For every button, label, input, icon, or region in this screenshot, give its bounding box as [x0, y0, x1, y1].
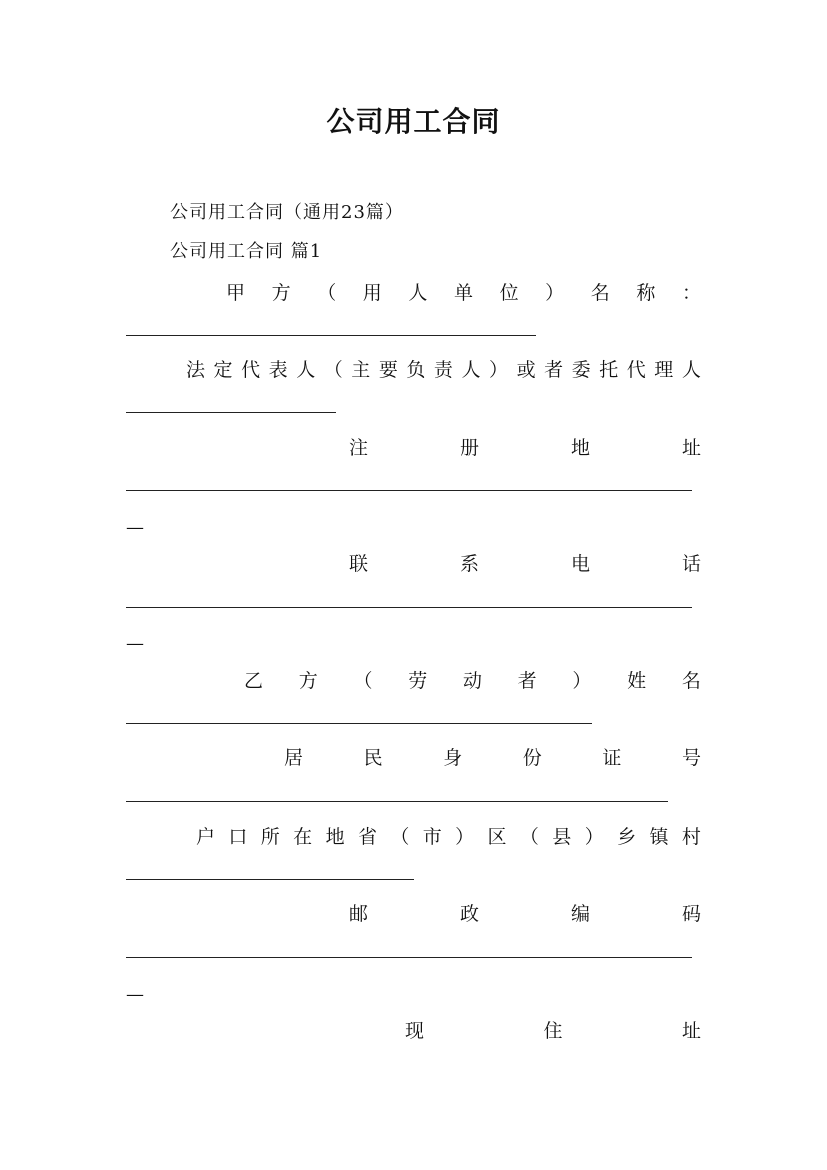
field-party-b-name: 乙 方 （ 劳 动 者 ） 姓 名	[244, 670, 701, 692]
field-contact-phone: 联 系 电 话	[349, 553, 701, 575]
blank-line	[126, 801, 668, 802]
field-registered-address: 注 册 地 址	[349, 437, 701, 459]
blank-line	[126, 879, 414, 880]
blank-line	[126, 490, 692, 491]
blank-line-tail: —	[126, 517, 144, 538]
field-household-registration: 户 口 所 在 地 省 （ 市 ） 区 （ 县 ） 乡 镇 村	[196, 826, 701, 848]
field-party-a-name: 甲 方 （ 用 人 单 位 ） 名 称 ：	[226, 282, 701, 304]
blank-line	[126, 607, 692, 608]
document-title: 公司用工合同	[326, 105, 501, 138]
blank-line-tail: —	[126, 984, 144, 1005]
field-legal-representative: 法 定 代 表 人 （ 主 要 负 责 人 ） 或 者 委 托 代 理 人	[186, 359, 701, 381]
blank-line	[126, 957, 692, 958]
blank-line	[126, 412, 336, 413]
blank-line	[126, 335, 536, 336]
blank-line-tail: —	[126, 633, 144, 654]
field-current-address: 现 住 址	[405, 1020, 701, 1042]
blank-line	[126, 723, 592, 724]
field-id-number: 居 民 身 份 证 号	[284, 747, 701, 769]
field-postal-code: 邮 政 编 码	[349, 903, 701, 925]
section-heading: 公司用工合同 篇1	[170, 241, 323, 262]
document-subtitle: 公司用工合同（通用23篇）	[170, 202, 404, 223]
